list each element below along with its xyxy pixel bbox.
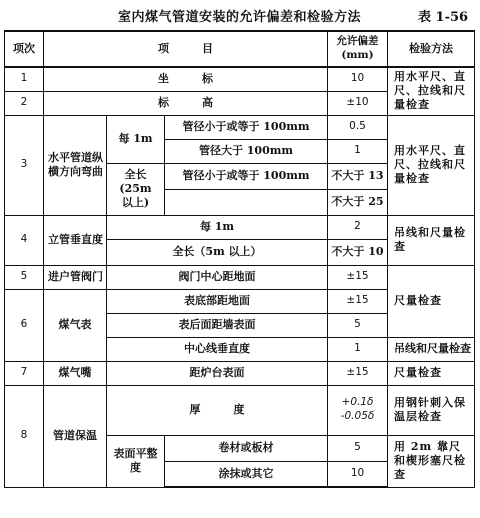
table-row	[5, 115, 475, 139]
item-cell: 坐 标	[44, 67, 328, 91]
method-cell: 尺量检查	[388, 265, 475, 337]
tolerance-cell: 2	[328, 215, 388, 239]
item-cell: 距炉台表面	[107, 361, 328, 385]
title-bar	[0, 0, 480, 26]
header-item-no: 项次	[5, 31, 44, 67]
method-cell: 用钢针刺入保温层检查	[388, 385, 475, 435]
tolerance-table	[4, 30, 475, 488]
item-cell: 管径小于或等于 100mm	[165, 163, 328, 189]
tolerance-cell: 0.5	[328, 115, 388, 139]
row-number: 5	[5, 265, 44, 289]
item-cell: 卷材或板材	[165, 435, 328, 461]
row-number: 3	[5, 115, 44, 215]
tolerance-cell: 不大于 25	[328, 189, 388, 215]
method-cell: 用水平尺、直尺、拉线和尺量检查	[388, 115, 475, 215]
table-title: 室内煤气管道安装的允许偏差和检验方法	[118, 10, 362, 25]
method-cell: 吊线和尺量检查	[388, 337, 475, 361]
category-cell: 进户管阀门	[44, 265, 107, 289]
row-number: 4	[5, 215, 44, 265]
tolerance-cell: ±10	[328, 91, 388, 115]
tolerance-cell: 1	[328, 139, 388, 163]
tolerance-cell: ±15	[328, 265, 388, 289]
tolerance-cell: ±15	[328, 361, 388, 385]
item-cell: 全长（5m 以上）	[107, 239, 328, 265]
category-cell: 管道保温	[44, 385, 107, 487]
method-cell: 用水平尺、直尺、拉线和尺量检查	[388, 67, 475, 115]
table-row	[5, 265, 475, 289]
tolerance-cell: 5	[328, 435, 388, 461]
tolerance-cell: 不大于 10	[328, 239, 388, 265]
item-cell: 表后面距墙表面	[107, 313, 328, 337]
header-item: 项 目	[44, 31, 328, 67]
row-number: 7	[5, 361, 44, 385]
header-method: 检验方法	[388, 31, 475, 67]
item-cell: 管径大于 100mm	[165, 139, 328, 163]
category-cell: 水平管道纵横方向弯曲	[44, 115, 107, 215]
method-cell: 用 2m 靠尺和楔形塞尺检查	[388, 435, 475, 487]
table-row	[5, 215, 475, 239]
method-cell: 吊线和尺量检查	[388, 215, 475, 265]
tolerance-cell: 不大于 13	[328, 163, 388, 189]
item-cell: 中心线垂直度	[107, 337, 328, 361]
item-cell: 阀门中心距地面	[107, 265, 328, 289]
category-cell: 煤气表	[44, 289, 107, 361]
table-row	[5, 361, 475, 385]
row-number: 8	[5, 385, 44, 487]
item-cell: 表底部距地面	[107, 289, 328, 313]
item-cell	[165, 189, 328, 215]
method-cell: 尺量检查	[388, 361, 475, 385]
category-cell: 煤气嘴	[44, 361, 107, 385]
item-cell: 标 高	[44, 91, 328, 115]
tolerance-cell: 10	[328, 461, 388, 487]
subcategory-cell: 全长 (25m 以上)	[107, 163, 165, 215]
category-cell: 立管垂直度	[44, 215, 107, 265]
tolerance-cell: 10	[328, 67, 388, 91]
row-number: 1	[5, 67, 44, 91]
tolerance-cell: 5	[328, 313, 388, 337]
item-cell: 每 1m	[107, 215, 328, 239]
table-row	[5, 385, 475, 435]
subcategory-cell: 每 1m	[107, 115, 165, 163]
item-cell: 厚 度	[107, 385, 328, 435]
item-cell: 涂抹或其它	[165, 461, 328, 487]
header-tolerance: 允许偏差 (mm)	[328, 31, 388, 67]
row-number: 2	[5, 91, 44, 115]
item-cell: 管径小于或等于 100mm	[165, 115, 328, 139]
header-row	[5, 31, 475, 67]
subcategory-cell: 表面平整度	[107, 435, 165, 487]
tolerance-cell: 1	[328, 337, 388, 361]
tolerance-cell: +0.1δ -0.05δ	[328, 385, 388, 435]
table-number: 表 1-56	[418, 10, 469, 25]
table-row	[5, 67, 475, 91]
tolerance-cell: ±15	[328, 289, 388, 313]
row-number: 6	[5, 289, 44, 361]
